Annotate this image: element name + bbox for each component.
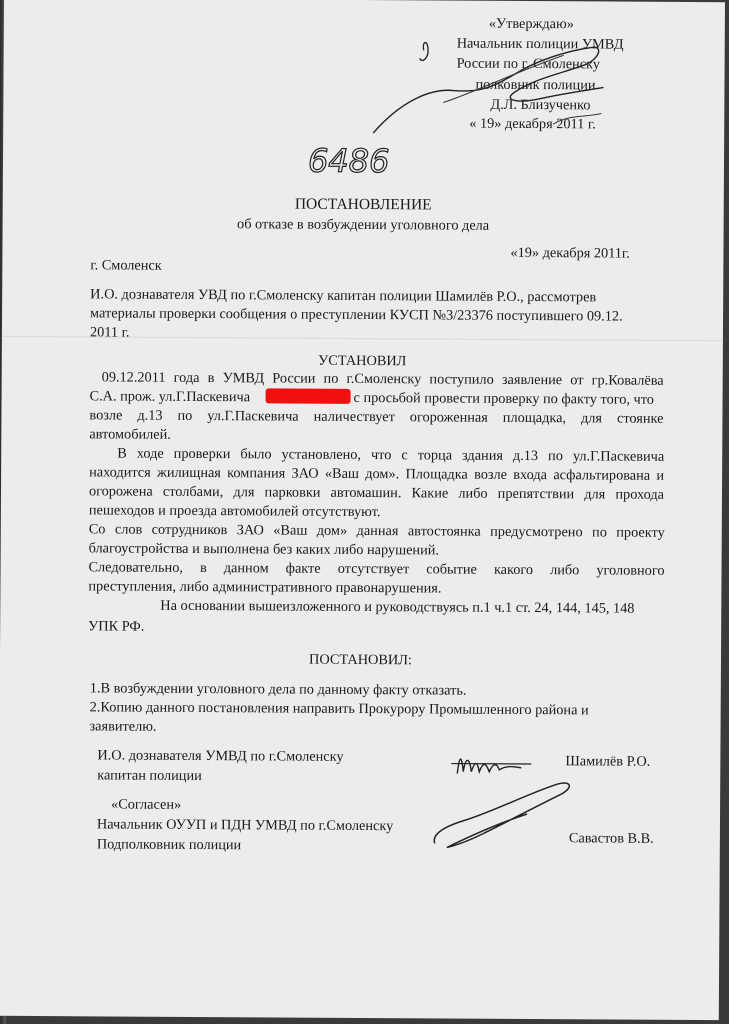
established-line-2b: с просьбой провести проверку по факту того, что <box>353 389 655 408</box>
signer1-rank: капитан полиции <box>97 767 202 785</box>
established-line-13: На основании вышеизложенного и руководствуясь п.1 ч.1 ст. 24, 144, 145, 148 <box>160 597 635 617</box>
document-title: ПОСТАНОВЛЕНИЕ <box>294 195 432 214</box>
established-line-12: преступления, либо административного правонарушения. <box>88 578 442 597</box>
intro-line-2: материалы проверки сообщения о преступлении КУСП №3/23376 поступившего 09.12. <box>90 305 623 325</box>
established-line-14: УПК РФ. <box>88 618 145 635</box>
established-line-9: Со слов сотрудников ЗАО «Ваш дом» данная автостоянка предусмотрено по проекту <box>88 521 665 541</box>
redaction-mark <box>266 388 351 404</box>
approve-line-4: Д.Л. Близученко <box>490 96 591 114</box>
agreed-label: «Согласен» <box>111 796 182 813</box>
established-line-8: пешеходов и проезда автомобилей отсутствуют. <box>88 502 381 521</box>
intro-line-1: И.О. дознавателя УВД по г.Смоленску капитан полиции Шамилёв Р.О., рассмотрев <box>90 286 597 306</box>
established-line-5: В ходе проверки было установлено, что с торца здания д.13 по ул.Г.Паскевича <box>117 445 665 465</box>
established-line-11: Следовательно, в данном факте отсутствует событие какого либо уголовного <box>88 559 665 579</box>
established-line-6: находится жилищная компания ЗАО «Ваш дом». Площадка возле входа асфальтирована и <box>89 464 665 484</box>
signer1-title: И.О. дознавателя УМВД по г.Смоленску <box>97 747 344 765</box>
established-line-3: возле д.13 по ул.Г.Паскевича наличествует огороженная площадка, для стоянке <box>89 407 664 427</box>
decided-heading: ПОСТАНОВИЛ: <box>308 651 412 669</box>
established-heading: УСТАНОВИЛ <box>318 352 407 370</box>
established-line-1: 09.12.2011 года в УМВД России по г.Смоленску поступило заявление от гр.Ковалёва <box>101 369 664 389</box>
agreed-signature <box>427 775 577 851</box>
handwritten-registration-number <box>308 142 418 188</box>
signer1-name: Шамилёв Р.О. <box>565 753 651 770</box>
approve-label: «Утверждаю» <box>488 15 574 33</box>
document-date: «19» декабря 2011г. <box>510 244 630 262</box>
approve-line-2: России по г. Смоленску <box>456 55 601 73</box>
signer1-signature <box>449 744 539 781</box>
established-line-10: благоустройства и выполнена без каких либо нарушений. <box>88 540 440 559</box>
decided-item-2: 2.Копию данного постановления направить Прокурору Промышленного района и <box>89 699 589 719</box>
approve-line-1: Начальник полиции УМВД <box>456 35 624 53</box>
document-subtitle: об отказе в возбуждении уголовного дела <box>237 216 490 234</box>
document-city: г. Смоленск <box>90 257 162 274</box>
established-line-2a: С.А. прож. ул.Г.Паскевича <box>89 388 251 406</box>
established-line-7: огорожена столбами, для парковки автомашин. Какие либо препятствии для прохода <box>88 483 665 503</box>
approve-line-3: полковник полиции <box>475 76 596 94</box>
approver-signature <box>363 28 614 140</box>
approve-line-5: « 19» декабря 2011 г. <box>469 115 596 133</box>
handwritten-number-text: 6486 <box>307 141 390 181</box>
agreed-rank: Подполковник полиции <box>96 836 242 854</box>
agreed-name: Савастов В.В. <box>568 830 654 847</box>
decided-item-2-cont: заявителю. <box>89 718 157 735</box>
established-line-4: автомобилей. <box>89 426 171 443</box>
decided-item-1: 1.В возбуждении уголовного дела по данному факту отказать. <box>89 680 467 699</box>
intro-line-3: 2011 г. <box>89 324 130 341</box>
agreed-title: Начальник ОУУП и ПДН УМВД по г.Смоленску <box>96 816 394 835</box>
